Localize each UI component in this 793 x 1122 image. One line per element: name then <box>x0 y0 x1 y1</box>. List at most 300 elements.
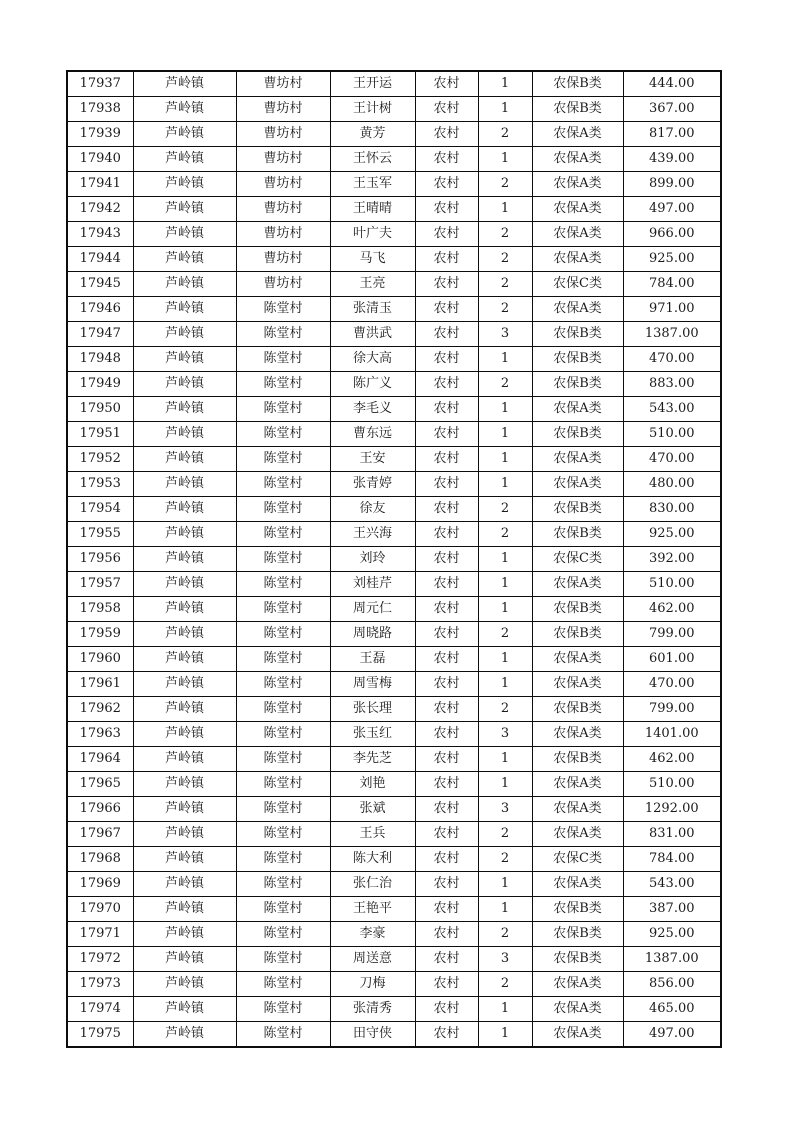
cell-type: 农村 <box>415 647 478 672</box>
cell-name: 田守侠 <box>330 1022 415 1048</box>
cell-category: 农保C类 <box>532 847 623 872</box>
cell-category: 农保B类 <box>532 372 623 397</box>
cell-count: 1 <box>478 447 532 472</box>
cell-id: 17967 <box>67 822 133 847</box>
cell-town: 芦岭镇 <box>133 397 236 422</box>
cell-count: 2 <box>478 497 532 522</box>
cell-village: 陈堂村 <box>236 897 330 922</box>
table-row <box>67 772 721 797</box>
cell-town: 芦岭镇 <box>133 347 236 372</box>
cell-id: 17947 <box>67 322 133 347</box>
cell-type: 农村 <box>415 597 478 622</box>
cell-name: 张长理 <box>330 697 415 722</box>
cell-village: 陈堂村 <box>236 697 330 722</box>
cell-id: 17962 <box>67 697 133 722</box>
cell-town: 芦岭镇 <box>133 522 236 547</box>
cell-id: 17968 <box>67 847 133 872</box>
cell-amount: 971.00 <box>623 297 721 322</box>
cell-village: 陈堂村 <box>236 522 330 547</box>
cell-type: 农村 <box>415 472 478 497</box>
cell-count: 3 <box>478 722 532 747</box>
cell-count: 1 <box>478 897 532 922</box>
cell-count: 2 <box>478 172 532 197</box>
cell-count: 1 <box>478 422 532 447</box>
table-row <box>67 222 721 247</box>
cell-count: 1 <box>478 197 532 222</box>
cell-town: 芦岭镇 <box>133 497 236 522</box>
table-row <box>67 172 721 197</box>
cell-type: 农村 <box>415 297 478 322</box>
cell-category: 农保B类 <box>532 897 623 922</box>
cell-name: 陈大利 <box>330 847 415 872</box>
table-row <box>67 672 721 697</box>
cell-amount: 470.00 <box>623 672 721 697</box>
cell-id: 17954 <box>67 497 133 522</box>
cell-category: 农保A类 <box>532 447 623 472</box>
cell-amount: 465.00 <box>623 997 721 1022</box>
cell-amount: 799.00 <box>623 697 721 722</box>
cell-town: 芦岭镇 <box>133 1022 236 1048</box>
table-row <box>67 1022 721 1048</box>
cell-town: 芦岭镇 <box>133 122 236 147</box>
cell-type: 农村 <box>415 347 478 372</box>
cell-id: 17953 <box>67 472 133 497</box>
cell-village: 陈堂村 <box>236 422 330 447</box>
cell-name: 张清秀 <box>330 997 415 1022</box>
cell-count: 2 <box>478 847 532 872</box>
cell-amount: 966.00 <box>623 222 721 247</box>
cell-town: 芦岭镇 <box>133 172 236 197</box>
cell-id: 17940 <box>67 147 133 172</box>
cell-id: 17938 <box>67 97 133 122</box>
cell-type: 农村 <box>415 947 478 972</box>
table-row <box>67 647 721 672</box>
cell-id: 17959 <box>67 622 133 647</box>
table-row <box>67 347 721 372</box>
table-row <box>67 947 721 972</box>
cell-type: 农村 <box>415 197 478 222</box>
cell-type: 农村 <box>415 272 478 297</box>
cell-name: 徐友 <box>330 497 415 522</box>
cell-amount: 784.00 <box>623 272 721 297</box>
cell-village: 曹坊村 <box>236 222 330 247</box>
cell-village: 曹坊村 <box>236 172 330 197</box>
cell-town: 芦岭镇 <box>133 872 236 897</box>
cell-id: 17970 <box>67 897 133 922</box>
cell-village: 曹坊村 <box>236 197 330 222</box>
table-row <box>67 722 721 747</box>
cell-village: 陈堂村 <box>236 497 330 522</box>
cell-village: 陈堂村 <box>236 297 330 322</box>
cell-id: 17945 <box>67 272 133 297</box>
cell-name: 王艳平 <box>330 897 415 922</box>
cell-name: 李豪 <box>330 922 415 947</box>
cell-town: 芦岭镇 <box>133 922 236 947</box>
cell-type: 农村 <box>415 447 478 472</box>
cell-count: 2 <box>478 522 532 547</box>
cell-category: 农保A类 <box>532 822 623 847</box>
cell-category: 农保B类 <box>532 422 623 447</box>
cell-category: 农保C类 <box>532 272 623 297</box>
cell-name: 张玉红 <box>330 722 415 747</box>
cell-amount: 510.00 <box>623 422 721 447</box>
cell-name: 刘艳 <box>330 772 415 797</box>
cell-count: 1 <box>478 747 532 772</box>
cell-amount: 480.00 <box>623 472 721 497</box>
cell-id: 17966 <box>67 797 133 822</box>
cell-name: 黄芳 <box>330 122 415 147</box>
cell-type: 农村 <box>415 622 478 647</box>
cell-name: 王玉军 <box>330 172 415 197</box>
cell-type: 农村 <box>415 972 478 997</box>
cell-amount: 817.00 <box>623 122 721 147</box>
cell-type: 农村 <box>415 497 478 522</box>
cell-village: 陈堂村 <box>236 997 330 1022</box>
cell-name: 王亮 <box>330 272 415 297</box>
cell-amount: 439.00 <box>623 147 721 172</box>
cell-name: 刘玲 <box>330 547 415 572</box>
roster-table <box>66 70 722 1048</box>
table-row <box>67 797 721 822</box>
cell-town: 芦岭镇 <box>133 222 236 247</box>
table-row <box>67 297 721 322</box>
cell-town: 芦岭镇 <box>133 747 236 772</box>
cell-name: 周雪梅 <box>330 672 415 697</box>
cell-type: 农村 <box>415 172 478 197</box>
cell-category: 农保A类 <box>532 247 623 272</box>
cell-count: 1 <box>478 347 532 372</box>
cell-category: 农保A类 <box>532 1022 623 1048</box>
cell-name: 叶广夫 <box>330 222 415 247</box>
cell-category: 农保B类 <box>532 947 623 972</box>
cell-category: 农保A类 <box>532 122 623 147</box>
cell-type: 农村 <box>415 772 478 797</box>
table-row <box>67 697 721 722</box>
cell-village: 曹坊村 <box>236 247 330 272</box>
cell-id: 17944 <box>67 247 133 272</box>
table-row <box>67 497 721 522</box>
cell-village: 陈堂村 <box>236 547 330 572</box>
cell-amount: 392.00 <box>623 547 721 572</box>
cell-category: 农保B类 <box>532 322 623 347</box>
cell-id: 17965 <box>67 772 133 797</box>
cell-village: 陈堂村 <box>236 472 330 497</box>
cell-category: 农保A类 <box>532 722 623 747</box>
cell-amount: 1292.00 <box>623 797 721 822</box>
cell-town: 芦岭镇 <box>133 697 236 722</box>
cell-count: 1 <box>478 997 532 1022</box>
cell-id: 17942 <box>67 197 133 222</box>
roster-table-container <box>66 70 722 1048</box>
cell-name: 王怀云 <box>330 147 415 172</box>
table-row <box>67 622 721 647</box>
cell-name: 李毛义 <box>330 397 415 422</box>
cell-category: 农保B类 <box>532 497 623 522</box>
cell-count: 2 <box>478 297 532 322</box>
cell-type: 农村 <box>415 672 478 697</box>
cell-category: 农保A类 <box>532 472 623 497</box>
cell-id: 17946 <box>67 297 133 322</box>
cell-amount: 883.00 <box>623 372 721 397</box>
cell-id: 17960 <box>67 647 133 672</box>
cell-count: 1 <box>478 97 532 122</box>
cell-id: 17957 <box>67 572 133 597</box>
cell-category: 农保C类 <box>532 547 623 572</box>
cell-town: 芦岭镇 <box>133 722 236 747</box>
cell-name: 周送意 <box>330 947 415 972</box>
cell-name: 徐大高 <box>330 347 415 372</box>
cell-village: 陈堂村 <box>236 1022 330 1048</box>
table-row <box>67 422 721 447</box>
cell-amount: 510.00 <box>623 772 721 797</box>
cell-town: 芦岭镇 <box>133 447 236 472</box>
table-row <box>67 447 721 472</box>
cell-category: 农保A类 <box>532 997 623 1022</box>
cell-id: 17972 <box>67 947 133 972</box>
cell-name: 刘桂芹 <box>330 572 415 597</box>
cell-amount: 799.00 <box>623 622 721 647</box>
cell-town: 芦岭镇 <box>133 972 236 997</box>
cell-amount: 925.00 <box>623 922 721 947</box>
cell-amount: 1401.00 <box>623 722 721 747</box>
table-row <box>67 822 721 847</box>
cell-name: 王开运 <box>330 71 415 97</box>
cell-name: 周元仁 <box>330 597 415 622</box>
cell-town: 芦岭镇 <box>133 947 236 972</box>
cell-count: 1 <box>478 147 532 172</box>
cell-category: 农保B类 <box>532 347 623 372</box>
cell-category: 农保A类 <box>532 672 623 697</box>
cell-id: 17969 <box>67 872 133 897</box>
cell-name: 陈广义 <box>330 372 415 397</box>
cell-village: 陈堂村 <box>236 922 330 947</box>
cell-amount: 543.00 <box>623 397 721 422</box>
cell-type: 农村 <box>415 247 478 272</box>
cell-type: 农村 <box>415 872 478 897</box>
cell-id: 17937 <box>67 71 133 97</box>
cell-amount: 856.00 <box>623 972 721 997</box>
cell-id: 17961 <box>67 672 133 697</box>
cell-name: 张青婷 <box>330 472 415 497</box>
cell-name: 王安 <box>330 447 415 472</box>
cell-count: 2 <box>478 822 532 847</box>
cell-type: 农村 <box>415 147 478 172</box>
cell-town: 芦岭镇 <box>133 247 236 272</box>
cell-type: 农村 <box>415 997 478 1022</box>
cell-id: 17941 <box>67 172 133 197</box>
cell-category: 农保A类 <box>532 147 623 172</box>
cell-name: 张清玉 <box>330 297 415 322</box>
table-row <box>67 597 721 622</box>
cell-town: 芦岭镇 <box>133 422 236 447</box>
cell-type: 农村 <box>415 122 478 147</box>
cell-id: 17964 <box>67 747 133 772</box>
cell-id: 17948 <box>67 347 133 372</box>
table-row <box>67 322 721 347</box>
cell-amount: 462.00 <box>623 597 721 622</box>
cell-town: 芦岭镇 <box>133 372 236 397</box>
cell-village: 陈堂村 <box>236 797 330 822</box>
cell-id: 17949 <box>67 372 133 397</box>
cell-town: 芦岭镇 <box>133 622 236 647</box>
cell-category: 农保A类 <box>532 572 623 597</box>
cell-category: 农保B类 <box>532 97 623 122</box>
cell-type: 农村 <box>415 722 478 747</box>
cell-count: 2 <box>478 247 532 272</box>
cell-village: 曹坊村 <box>236 71 330 97</box>
cell-amount: 1387.00 <box>623 322 721 347</box>
cell-village: 陈堂村 <box>236 622 330 647</box>
cell-category: 农保B类 <box>532 522 623 547</box>
cell-count: 1 <box>478 71 532 97</box>
cell-name: 王晴晴 <box>330 197 415 222</box>
cell-count: 2 <box>478 697 532 722</box>
cell-category: 农保A类 <box>532 647 623 672</box>
table-row <box>67 472 721 497</box>
cell-type: 农村 <box>415 422 478 447</box>
cell-village: 陈堂村 <box>236 847 330 872</box>
cell-amount: 470.00 <box>623 447 721 472</box>
cell-count: 1 <box>478 472 532 497</box>
cell-count: 2 <box>478 972 532 997</box>
cell-id: 17958 <box>67 597 133 622</box>
table-row <box>67 397 721 422</box>
table-row <box>67 747 721 772</box>
cell-count: 2 <box>478 222 532 247</box>
cell-amount: 462.00 <box>623 747 721 772</box>
cell-village: 陈堂村 <box>236 947 330 972</box>
cell-amount: 925.00 <box>623 247 721 272</box>
cell-name: 曹东远 <box>330 422 415 447</box>
cell-category: 农保A类 <box>532 172 623 197</box>
table-row <box>67 97 721 122</box>
cell-amount: 543.00 <box>623 872 721 897</box>
cell-amount: 830.00 <box>623 497 721 522</box>
table-row <box>67 997 721 1022</box>
cell-type: 农村 <box>415 697 478 722</box>
cell-type: 农村 <box>415 572 478 597</box>
cell-village: 陈堂村 <box>236 372 330 397</box>
cell-village: 曹坊村 <box>236 272 330 297</box>
table-row <box>67 197 721 222</box>
cell-type: 农村 <box>415 1022 478 1048</box>
cell-village: 陈堂村 <box>236 872 330 897</box>
cell-name: 刀梅 <box>330 972 415 997</box>
cell-type: 农村 <box>415 547 478 572</box>
cell-id: 17973 <box>67 972 133 997</box>
cell-id: 17956 <box>67 547 133 572</box>
cell-village: 陈堂村 <box>236 772 330 797</box>
cell-amount: 444.00 <box>623 71 721 97</box>
cell-count: 1 <box>478 772 532 797</box>
cell-id: 17950 <box>67 397 133 422</box>
cell-amount: 831.00 <box>623 822 721 847</box>
cell-type: 农村 <box>415 897 478 922</box>
cell-id: 17974 <box>67 997 133 1022</box>
cell-id: 17951 <box>67 422 133 447</box>
cell-category: 农保B类 <box>532 697 623 722</box>
cell-village: 陈堂村 <box>236 747 330 772</box>
cell-village: 陈堂村 <box>236 722 330 747</box>
cell-category: 农保A类 <box>532 197 623 222</box>
cell-count: 1 <box>478 647 532 672</box>
cell-id: 17943 <box>67 222 133 247</box>
cell-type: 农村 <box>415 847 478 872</box>
table-row <box>67 897 721 922</box>
table-row <box>67 122 721 147</box>
cell-name: 王兵 <box>330 822 415 847</box>
cell-type: 农村 <box>415 922 478 947</box>
cell-count: 2 <box>478 122 532 147</box>
table-row <box>67 522 721 547</box>
table-row <box>67 547 721 572</box>
cell-type: 农村 <box>415 397 478 422</box>
cell-count: 2 <box>478 922 532 947</box>
cell-village: 曹坊村 <box>236 122 330 147</box>
cell-village: 陈堂村 <box>236 972 330 997</box>
cell-town: 芦岭镇 <box>133 572 236 597</box>
table-row <box>67 372 721 397</box>
cell-count: 3 <box>478 322 532 347</box>
cell-amount: 470.00 <box>623 347 721 372</box>
table-row <box>67 272 721 297</box>
cell-type: 农村 <box>415 322 478 347</box>
table-row <box>67 972 721 997</box>
cell-count: 3 <box>478 797 532 822</box>
cell-name: 马飞 <box>330 247 415 272</box>
cell-amount: 497.00 <box>623 1022 721 1048</box>
cell-category: 农保B类 <box>532 597 623 622</box>
cell-category: 农保B类 <box>532 747 623 772</box>
cell-count: 1 <box>478 872 532 897</box>
table-row <box>67 147 721 172</box>
cell-town: 芦岭镇 <box>133 297 236 322</box>
cell-town: 芦岭镇 <box>133 772 236 797</box>
cell-category: 农保A类 <box>532 872 623 897</box>
cell-category: 农保B类 <box>532 922 623 947</box>
cell-village: 陈堂村 <box>236 572 330 597</box>
cell-category: 农保B类 <box>532 71 623 97</box>
cell-count: 1 <box>478 672 532 697</box>
cell-amount: 899.00 <box>623 172 721 197</box>
cell-town: 芦岭镇 <box>133 847 236 872</box>
cell-count: 2 <box>478 372 532 397</box>
cell-village: 曹坊村 <box>236 97 330 122</box>
cell-town: 芦岭镇 <box>133 597 236 622</box>
cell-amount: 784.00 <box>623 847 721 872</box>
cell-count: 1 <box>478 1022 532 1048</box>
cell-name: 张仁治 <box>330 872 415 897</box>
cell-category: 农保A类 <box>532 772 623 797</box>
cell-town: 芦岭镇 <box>133 547 236 572</box>
cell-town: 芦岭镇 <box>133 997 236 1022</box>
cell-town: 芦岭镇 <box>133 97 236 122</box>
cell-amount: 497.00 <box>623 197 721 222</box>
cell-id: 17955 <box>67 522 133 547</box>
cell-amount: 510.00 <box>623 572 721 597</box>
cell-id: 17952 <box>67 447 133 472</box>
table-row <box>67 872 721 897</box>
cell-village: 陈堂村 <box>236 647 330 672</box>
cell-category: 农保A类 <box>532 397 623 422</box>
cell-count: 1 <box>478 572 532 597</box>
cell-count: 3 <box>478 947 532 972</box>
cell-amount: 925.00 <box>623 522 721 547</box>
cell-village: 曹坊村 <box>236 147 330 172</box>
cell-name: 李先芝 <box>330 747 415 772</box>
table-row <box>67 71 721 97</box>
table-row <box>67 572 721 597</box>
